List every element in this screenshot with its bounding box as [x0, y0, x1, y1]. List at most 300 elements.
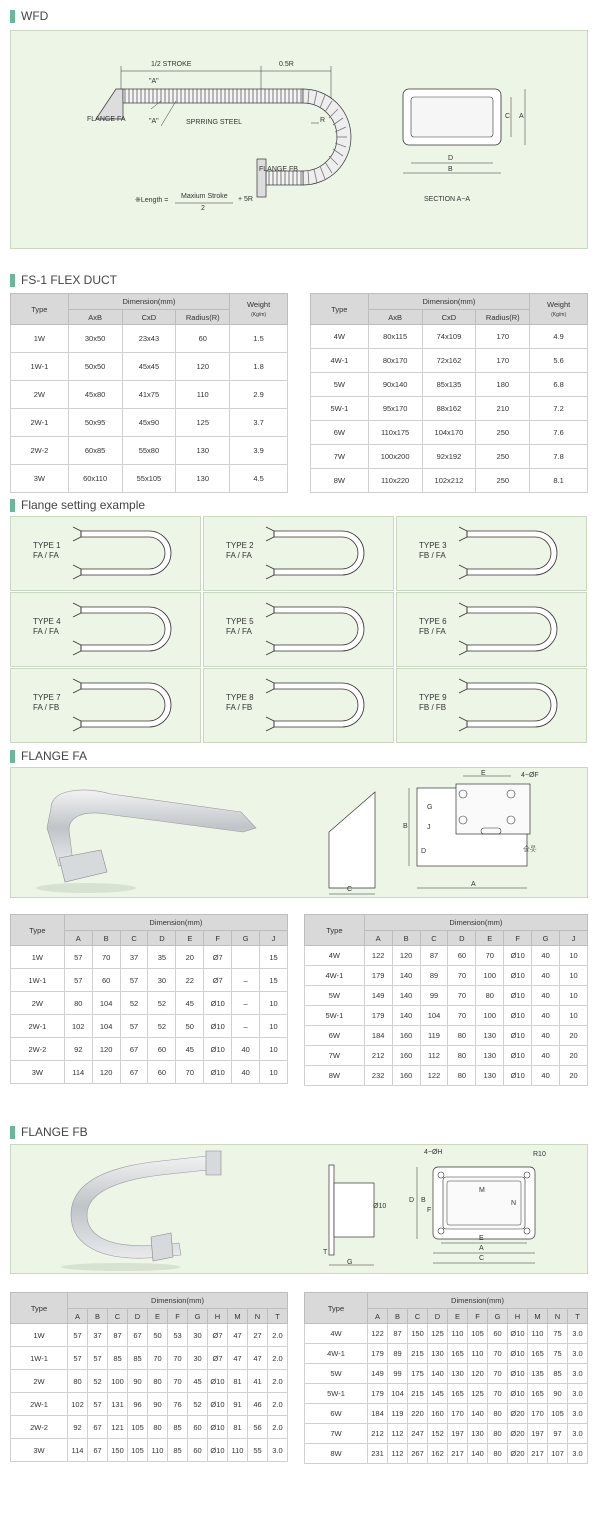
value-cell: 100: [476, 966, 504, 986]
value-cell: 122: [368, 1324, 388, 1344]
value-cell: 100x200: [368, 445, 422, 469]
value-cell: 119: [420, 1026, 448, 1046]
flange-fa-table-left: [10, 914, 288, 1084]
value-cell: 46: [248, 1393, 268, 1416]
type-cell: 4W-1: [305, 1344, 368, 1364]
value-cell: 150: [408, 1324, 428, 1344]
value-cell: 52: [148, 1015, 176, 1038]
flange-fb-panel: [10, 1144, 588, 1274]
table-row: [305, 986, 588, 1006]
value-cell: 88x162: [422, 397, 476, 421]
value-cell: –: [232, 969, 260, 992]
dimension-header: Dimension(mm): [368, 294, 530, 310]
value-cell: 119: [388, 1404, 408, 1424]
flange-fb-table-left: [10, 1292, 288, 1462]
section-header-flange-example: [10, 497, 145, 513]
value-cell: 110x220: [368, 469, 422, 493]
type-cell: 8W: [305, 1444, 368, 1464]
col-header: A: [68, 1309, 88, 1324]
col-header: A: [364, 931, 392, 946]
fb-dim-a: A: [479, 1245, 484, 1252]
value-cell: 122: [420, 1066, 448, 1086]
value-cell: 52: [120, 992, 148, 1015]
value-cell: Ø20: [508, 1424, 528, 1444]
fb-dim-n: N: [511, 1200, 517, 1207]
value-cell: Ø7: [204, 969, 232, 992]
value-cell: 140: [392, 986, 420, 1006]
value-cell: 67: [88, 1439, 108, 1462]
type-cell: 5W: [311, 373, 369, 397]
table-row: [305, 946, 588, 966]
value-cell: 85: [168, 1439, 188, 1462]
flange-example-flanges: FB / FA: [419, 627, 446, 636]
value-cell: 250: [476, 445, 530, 469]
section-marker: [10, 274, 15, 287]
value-cell: 130: [476, 1026, 504, 1046]
value-cell: 7.2: [530, 397, 588, 421]
value-cell: Ø7: [208, 1324, 228, 1347]
dimension-header: Dimension(mm): [68, 294, 229, 310]
value-cell: Ø10: [204, 1061, 232, 1084]
type-cell: 6W: [305, 1404, 368, 1424]
value-cell: Ø10: [504, 1026, 532, 1046]
value-cell: 91: [228, 1393, 248, 1416]
type-cell: 1W: [11, 325, 69, 353]
col-header: D: [448, 931, 476, 946]
value-cell: 160: [428, 1404, 448, 1424]
fb-dim-m: M: [479, 1187, 485, 1194]
value-cell: 120: [176, 353, 230, 381]
value-cell: 210: [476, 397, 530, 421]
col-header: Radius(R): [176, 310, 230, 325]
flange-fa-drawing: [11, 768, 587, 897]
value-cell: 102x212: [422, 469, 476, 493]
table-row: [311, 445, 588, 469]
weight-unit: (Kg/m): [251, 312, 267, 318]
col-header: J: [560, 931, 588, 946]
value-cell: 149: [364, 986, 392, 1006]
value-cell: 2.0: [268, 1393, 288, 1416]
value-cell: 112: [388, 1444, 408, 1464]
value-cell: 170: [448, 1404, 468, 1424]
value-cell: Ø10: [504, 946, 532, 966]
value-cell: 125: [176, 409, 230, 437]
table-row: [305, 1384, 588, 1404]
value-cell: 150: [108, 1439, 128, 1462]
value-cell: 184: [368, 1404, 388, 1424]
type-cell: 8W: [311, 469, 369, 493]
value-cell: 4.5: [230, 465, 288, 493]
value-cell: 99: [420, 986, 448, 1006]
value-cell: 37: [120, 946, 148, 969]
col-header: AxB: [368, 310, 422, 325]
value-cell: 56: [248, 1416, 268, 1439]
value-cell: 85x135: [422, 373, 476, 397]
section-title: FLANGE FA: [21, 749, 88, 763]
table-row: [11, 1061, 288, 1084]
half-stroke-label: 1/2 STROKE: [151, 61, 192, 68]
value-cell: 110: [148, 1439, 168, 1462]
flange-example-label: [226, 541, 254, 561]
col-header: Radius(R): [476, 310, 530, 325]
value-cell: 197: [448, 1424, 468, 1444]
value-cell: 72x162: [422, 349, 476, 373]
value-cell: 47: [248, 1347, 268, 1370]
value-cell: Ø10: [508, 1364, 528, 1384]
value-cell: 45: [176, 1038, 204, 1061]
weight-label: Weight: [547, 300, 571, 309]
value-cell: Ø10: [508, 1384, 528, 1404]
flange-example-cell: [10, 592, 201, 667]
value-cell: 57: [68, 1347, 88, 1370]
type-cell: 2W-2: [11, 437, 69, 465]
flange-example-flanges: FA / FA: [226, 551, 252, 560]
weight-header: [530, 294, 588, 325]
section-header-wfd: [10, 8, 48, 24]
value-cell: 130: [176, 437, 230, 465]
value-cell: 110: [448, 1324, 468, 1344]
col-header: H: [508, 1309, 528, 1324]
value-cell: Ø10: [508, 1324, 528, 1344]
col-header: G: [488, 1309, 508, 1324]
value-cell: 220: [408, 1404, 428, 1424]
value-cell: 57: [88, 1393, 108, 1416]
fa-dim-d: D: [421, 848, 427, 855]
value-cell: 40: [532, 1026, 560, 1046]
type-header: Type: [11, 1293, 68, 1324]
section-aa-label: SECTION A−A: [424, 196, 471, 203]
flange-example-flanges: FA / FA: [33, 551, 59, 560]
value-cell: 85: [168, 1416, 188, 1439]
value-cell: 57: [64, 969, 92, 992]
value-cell: 160: [392, 1026, 420, 1046]
value-cell: 3.0: [568, 1424, 588, 1444]
value-cell: 70: [168, 1370, 188, 1393]
value-cell: 180: [476, 373, 530, 397]
value-cell: 10: [560, 966, 588, 986]
value-cell: 15: [260, 946, 288, 969]
col-header: C: [108, 1309, 128, 1324]
value-cell: 67: [128, 1324, 148, 1347]
value-cell: 80: [476, 986, 504, 1006]
dimension-header: Dimension(mm): [368, 1293, 588, 1309]
section-header-flex-duct: [10, 272, 117, 288]
length-prefix: ※Length =: [135, 197, 169, 204]
type-header: Type: [11, 294, 69, 325]
value-cell: 120: [392, 946, 420, 966]
value-cell: 55x80: [122, 437, 176, 465]
type-cell: 3W: [11, 1439, 68, 1462]
wfd-drawing-panel: [10, 30, 588, 249]
value-cell: 125: [468, 1384, 488, 1404]
value-cell: 1.8: [230, 353, 288, 381]
flange-example-grid: [10, 516, 588, 744]
value-cell: 4.9: [530, 325, 588, 349]
value-cell: –: [232, 1015, 260, 1038]
value-cell: 87: [420, 946, 448, 966]
value-cell: Ø7: [204, 946, 232, 969]
value-cell: 40: [532, 946, 560, 966]
section-marker: [10, 750, 15, 763]
value-cell: 104: [92, 992, 120, 1015]
value-cell: 3.0: [568, 1384, 588, 1404]
value-cell: 45x80: [68, 381, 122, 409]
section-title: FS-1 FLEX DUCT: [21, 273, 118, 287]
type-cell: 7W: [305, 1046, 365, 1066]
value-cell: 3.0: [568, 1364, 588, 1384]
flange-fb-table-right: [304, 1292, 588, 1464]
value-cell: 179: [368, 1344, 388, 1364]
value-cell: 80x115: [368, 325, 422, 349]
value-cell: 112: [388, 1424, 408, 1444]
half-r-label: 0.5R: [279, 61, 294, 68]
value-cell: Ø10: [208, 1370, 228, 1393]
value-cell: 100: [108, 1370, 128, 1393]
type-cell: 7W: [311, 445, 369, 469]
weight-header: [230, 294, 288, 325]
value-cell: 40: [232, 1038, 260, 1061]
value-cell: 90x140: [368, 373, 422, 397]
value-cell: [232, 946, 260, 969]
value-cell: 70: [488, 1364, 508, 1384]
fb-r10-label: R10: [533, 1151, 546, 1158]
value-cell: Ø10: [204, 992, 232, 1015]
value-cell: 170: [476, 349, 530, 373]
value-cell: 10: [260, 992, 288, 1015]
value-cell: 247: [408, 1424, 428, 1444]
value-cell: 85: [108, 1347, 128, 1370]
value-cell: 20: [560, 1046, 588, 1066]
value-cell: 140: [468, 1404, 488, 1424]
table-row: [11, 1015, 288, 1038]
value-cell: 140: [392, 1006, 420, 1026]
flange-example-type: TYPE 1: [33, 541, 61, 550]
type-cell: 5W-1: [311, 397, 369, 421]
value-cell: 160: [392, 1046, 420, 1066]
value-cell: 20: [560, 1026, 588, 1046]
value-cell: 35: [148, 946, 176, 969]
flange-example-cell: [203, 516, 394, 591]
value-cell: 152: [428, 1424, 448, 1444]
value-cell: 40: [532, 986, 560, 1006]
fb-dim-c: C: [479, 1255, 485, 1262]
value-cell: 47: [228, 1347, 248, 1370]
col-header: T: [268, 1309, 288, 1324]
value-cell: 215: [408, 1384, 428, 1404]
table-row: [305, 1066, 588, 1086]
type-cell: 4W: [311, 325, 369, 349]
value-cell: 10: [260, 1015, 288, 1038]
type-cell: 2W-2: [11, 1038, 65, 1061]
fb-dim-f: F: [427, 1207, 432, 1214]
value-cell: 162: [428, 1444, 448, 1464]
value-cell: 2.0: [268, 1324, 288, 1347]
value-cell: 87: [388, 1324, 408, 1344]
col-header: D: [428, 1309, 448, 1324]
value-cell: 165: [528, 1344, 548, 1364]
section-marker: [10, 499, 15, 512]
dim-b-label: B: [448, 166, 453, 173]
fa-dim-g: G: [427, 804, 433, 811]
value-cell: 60x85: [68, 437, 122, 465]
section-title: WFD: [21, 9, 49, 23]
value-cell: 131: [108, 1393, 128, 1416]
value-cell: 60: [188, 1439, 208, 1462]
fb-dim-t: T: [323, 1249, 328, 1256]
value-cell: 52: [88, 1370, 108, 1393]
value-cell: 5.6: [530, 349, 588, 373]
flange-example-type: TYPE 8: [226, 693, 254, 702]
value-cell: 70: [448, 986, 476, 1006]
value-cell: 104: [420, 1006, 448, 1026]
value-cell: 20: [560, 1066, 588, 1086]
value-cell: 55: [248, 1439, 268, 1462]
value-cell: 60: [148, 1061, 176, 1084]
value-cell: 81: [228, 1370, 248, 1393]
value-cell: 217: [528, 1444, 548, 1464]
type-cell: 7W: [305, 1424, 368, 1444]
value-cell: Ø10: [504, 966, 532, 986]
type-cell: 2W-1: [11, 409, 69, 437]
value-cell: 121: [108, 1416, 128, 1439]
value-cell: 37: [88, 1324, 108, 1347]
col-header: E: [448, 1309, 468, 1324]
fa-dim-j: J: [427, 824, 431, 831]
value-cell: 52: [148, 992, 176, 1015]
value-cell: 130: [448, 1364, 468, 1384]
col-header: G: [188, 1309, 208, 1324]
value-cell: 87: [108, 1324, 128, 1347]
flange-example-cell: [10, 516, 201, 591]
type-cell: 1W: [11, 1324, 68, 1347]
value-cell: 57: [120, 969, 148, 992]
col-header: F: [504, 931, 532, 946]
flange-example-type: TYPE 9: [419, 693, 447, 702]
flange-fa-label: FLANGE FA: [87, 116, 126, 123]
value-cell: 80x170: [368, 349, 422, 373]
flange-example-cell: [396, 592, 587, 667]
value-cell: 30x50: [68, 325, 122, 353]
value-cell: 45: [176, 992, 204, 1015]
value-cell: 75: [548, 1344, 568, 1364]
table-row: [11, 353, 288, 381]
value-cell: 70: [148, 1347, 168, 1370]
flange-example-label: [419, 541, 447, 561]
table-row: [305, 1424, 588, 1444]
flange-fb-drawing: [11, 1145, 587, 1273]
value-cell: Ø10: [504, 1046, 532, 1066]
value-cell: 45x45: [122, 353, 176, 381]
table-row: [305, 1046, 588, 1066]
value-cell: 184: [364, 1026, 392, 1046]
col-header: D: [148, 931, 176, 946]
flange-example-label: [226, 617, 254, 637]
col-header: B: [92, 931, 120, 946]
value-cell: 50: [176, 1015, 204, 1038]
fa-dim-a: A: [471, 881, 476, 888]
value-cell: 102: [64, 1015, 92, 1038]
value-cell: 95x170: [368, 397, 422, 421]
max-stroke-label: Maxium Stroke: [181, 193, 228, 200]
flange-example-cell: [203, 592, 394, 667]
section-title: FLANGE FB: [21, 1125, 88, 1139]
flange-example-cell: [396, 516, 587, 591]
type-cell: 1W-1: [11, 1347, 68, 1370]
flange-fa-panel: [10, 767, 588, 898]
value-cell: 41x75: [122, 381, 176, 409]
col-header: B: [392, 931, 420, 946]
value-cell: 76: [168, 1393, 188, 1416]
radius-label: R: [320, 117, 326, 124]
value-cell: Ø10: [504, 986, 532, 1006]
value-cell: 100: [476, 1006, 504, 1026]
table-row: [11, 992, 288, 1015]
col-header: E: [476, 931, 504, 946]
dim-d-label: D: [448, 155, 454, 162]
col-header: N: [248, 1309, 268, 1324]
value-cell: 122: [364, 946, 392, 966]
value-cell: 110: [468, 1344, 488, 1364]
value-cell: 40: [532, 966, 560, 986]
value-cell: 130: [428, 1344, 448, 1364]
value-cell: 120: [468, 1364, 488, 1384]
col-header: G: [532, 931, 560, 946]
value-cell: 60: [176, 325, 230, 353]
dimension-header: Dimension(mm): [68, 1293, 288, 1309]
value-cell: 110x175: [368, 421, 422, 445]
weight-unit: (Kg/m): [551, 312, 567, 318]
table-row: [11, 409, 288, 437]
value-cell: 10: [560, 986, 588, 1006]
table-row: [11, 1439, 288, 1462]
value-cell: 80: [448, 1026, 476, 1046]
value-cell: 130: [176, 465, 230, 493]
type-cell: 2W: [11, 381, 69, 409]
section-header-flange-fa: [10, 748, 87, 764]
value-cell: 10: [260, 1038, 288, 1061]
table-row: [305, 1444, 588, 1464]
value-cell: 104x170: [422, 421, 476, 445]
type-cell: 1W: [11, 946, 65, 969]
value-cell: 145: [428, 1384, 448, 1404]
value-cell: 89: [388, 1344, 408, 1364]
value-cell: 2.9: [230, 381, 288, 409]
value-cell: 104: [92, 1015, 120, 1038]
value-cell: 60: [188, 1416, 208, 1439]
value-cell: 50: [148, 1324, 168, 1347]
value-cell: 110: [228, 1439, 248, 1462]
value-cell: 80: [64, 992, 92, 1015]
value-cell: 89: [420, 966, 448, 986]
value-cell: 3.9: [230, 437, 288, 465]
value-cell: 179: [368, 1384, 388, 1404]
value-cell: Ø10: [204, 1015, 232, 1038]
table-row: [305, 1324, 588, 1344]
value-cell: 60x110: [68, 465, 122, 493]
value-cell: 70: [168, 1347, 188, 1370]
table-row: [11, 969, 288, 992]
value-cell: 112: [420, 1046, 448, 1066]
flange-example-cell: [396, 668, 587, 743]
col-header: D: [128, 1309, 148, 1324]
col-header: A: [64, 931, 92, 946]
value-cell: 3.7: [230, 409, 288, 437]
flange-example-label: [419, 693, 447, 713]
value-cell: 57: [64, 946, 92, 969]
value-cell: 80: [148, 1416, 168, 1439]
section-a-top-label: "A": [149, 78, 159, 85]
table-row: [305, 1364, 588, 1384]
